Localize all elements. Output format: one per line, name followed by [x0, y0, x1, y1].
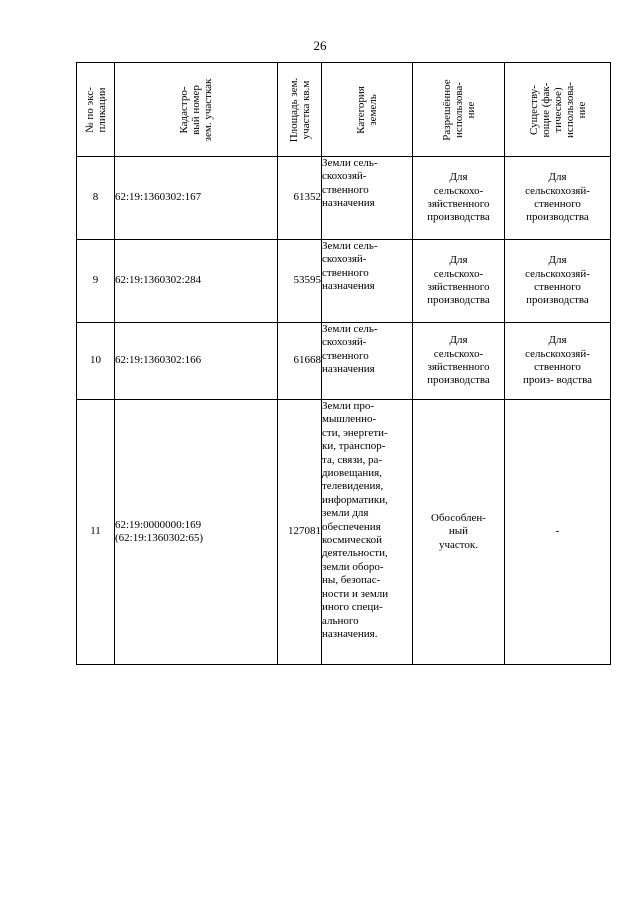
area-cell: 61668 [278, 323, 322, 400]
permitted-use-cell [413, 400, 505, 665]
cadastral-number-cell [115, 240, 278, 323]
header-label-line: земель [367, 93, 379, 126]
category-cell-line: ки, транспор- [322, 440, 386, 453]
table-row [77, 240, 611, 323]
header-label-line: использова- [452, 81, 465, 138]
permitted-use-cell-line: зяйственного [427, 361, 490, 373]
category-cell-line: назначения [322, 363, 375, 376]
category-cell-line: назначения. [322, 627, 378, 640]
category-cell-line: скохозяй- [322, 253, 367, 266]
permitted-use-cell-line: производства [427, 374, 490, 387]
category-cell-line: деятельности, [322, 547, 388, 560]
existing-use-cell-line: - [555, 525, 560, 538]
table-row [77, 400, 611, 665]
category-cell [322, 157, 413, 240]
cadastral-number-cell [115, 400, 278, 665]
category-cell-line: ны, безопас- [322, 574, 381, 587]
category-cell-line: информатики, [322, 493, 388, 506]
area-cell: 53595 [278, 240, 322, 323]
category-cell-line: обеспечения [322, 520, 381, 533]
permitted-use-cell [413, 157, 505, 240]
table-row [77, 323, 611, 400]
header-permitted-use [413, 63, 505, 157]
header-label-line: Разрешённое [440, 78, 453, 141]
header-label-line: ние [464, 101, 477, 118]
permitted-use-cell-line: Для [449, 334, 468, 347]
category-cell-line: земли для [322, 507, 369, 520]
table-header-row [77, 63, 611, 157]
category-cell-line: назначения [322, 197, 375, 210]
cadastral-number-cell-line: (62:19:1360302:65) [115, 532, 203, 544]
permitted-use-cell-line: сельскохо- [433, 347, 484, 360]
category-cell-line: космической [322, 534, 383, 547]
cadastral-number-cell-line: 62:19:1360302:166 [115, 354, 202, 367]
existing-use-cell-line: производства [526, 211, 589, 224]
land-plots-table [76, 62, 611, 665]
existing-use-cell-line: сельскохозяй- [525, 267, 590, 280]
category-cell [322, 400, 413, 665]
category-cell [322, 240, 413, 323]
category-cell-line: Земли про- [322, 400, 375, 412]
cadastral-number-cell-line: 62:19:1360302:167 [115, 191, 202, 204]
header-label-line: участка кв.м [299, 80, 312, 139]
permitted-use-cell-line: производства [427, 294, 490, 307]
header-area [278, 63, 322, 157]
category-cell-line: скохозяй- [322, 336, 367, 349]
category-cell-line: телевидения, [322, 480, 384, 493]
header-label-line: Существу- [527, 84, 540, 135]
header-label-line: Категория [355, 85, 367, 134]
header-cadastral-number [115, 63, 278, 157]
header-label-line: Площадь зем. [287, 77, 300, 142]
permitted-use-cell-line: ный [448, 525, 469, 538]
permitted-use-cell [413, 323, 505, 400]
area-cell: 61352 [278, 157, 322, 240]
header-label-line: зем. участкак [202, 78, 214, 141]
existing-use-cell [505, 157, 611, 240]
cadastral-number-cell [115, 323, 278, 400]
header-label-line: вый номер [190, 84, 202, 135]
permitted-use-cell-line: Для [449, 171, 468, 184]
header-label-line: пликации [95, 87, 108, 132]
permitted-use-cell-line: сельскохо- [433, 184, 484, 197]
table-row [77, 157, 611, 240]
cadastral-number-cell-line: 62:19:1360302:284 [115, 274, 202, 287]
category-cell-line: ственного [322, 266, 369, 279]
permitted-use-cell-line: Для [449, 254, 468, 267]
existing-use-cell [505, 323, 611, 400]
header-label-line: использова- [563, 81, 576, 138]
permitted-use-cell-line: зяйственного [427, 198, 490, 210]
header-category [322, 63, 413, 157]
existing-use-cell [505, 240, 611, 323]
category-cell-line: назначения [322, 280, 375, 293]
existing-use-cell-line: Для [548, 334, 567, 347]
existing-use-cell-line: ственного [534, 281, 581, 293]
category-cell-line: диовещания, [322, 467, 382, 480]
header-label-line: № по экс- [83, 86, 96, 133]
header-existing-use [505, 63, 611, 157]
existing-use-cell-line: ственного [534, 198, 581, 210]
exploitation-number-cell: 8 [77, 157, 115, 240]
category-cell-line: Земли сель- [322, 157, 378, 169]
existing-use-cell-line: Для [548, 171, 567, 184]
header-exploitation-number [77, 63, 115, 157]
category-cell-line: иного специ- [322, 601, 383, 614]
existing-use-cell-line: ственного [534, 361, 581, 373]
existing-use-cell-line: Для [548, 254, 567, 267]
existing-use-cell-line: сельскохозяй- [525, 347, 590, 360]
category-cell-line: ального [322, 614, 359, 627]
category-cell-line: Земли сель- [322, 323, 378, 335]
cadastral-number-cell-line: 62:19:0000000:169 [115, 518, 202, 531]
permitted-use-cell-line: Обособлен- [431, 511, 486, 524]
category-cell-line: та, связи, ра- [322, 453, 383, 466]
existing-use-cell-line: сельскохозяй- [525, 184, 590, 197]
permitted-use-cell-line: сельскохо- [433, 267, 484, 280]
category-cell [322, 323, 413, 400]
category-cell-line: мышленно- [322, 413, 377, 426]
permitted-use-cell-line: зяйственного [427, 281, 490, 293]
exploitation-number-cell: 9 [77, 240, 115, 323]
category-cell-line: ности и земли [322, 587, 389, 600]
existing-use-cell-line: произ- водства [522, 374, 593, 387]
permitted-use-cell [413, 240, 505, 323]
header-label-line: тическое) [551, 86, 564, 133]
header-label-line: ющие (фак- [539, 82, 552, 137]
category-cell-line: земли оборо- [322, 560, 384, 573]
permitted-use-cell-line: участок. [438, 538, 479, 551]
area-cell: 127081 [278, 400, 322, 665]
existing-use-cell-line: производства [526, 294, 589, 307]
category-cell-line: скохозяй- [322, 170, 367, 183]
category-cell-line: Земли сель- [322, 240, 378, 252]
cadastral-number-cell [115, 157, 278, 240]
exploitation-number-cell: 11 [77, 400, 115, 665]
category-cell-line: сти, энергети- [322, 426, 388, 439]
header-label-line: ние [575, 101, 588, 118]
existing-use-cell [505, 400, 611, 665]
category-cell-line: ственного [322, 349, 369, 362]
exploitation-number-cell: 10 [77, 323, 115, 400]
category-cell-line: ственного [322, 183, 369, 196]
permitted-use-cell-line: производства [427, 211, 490, 224]
page-number: 26 [313, 38, 327, 53]
header-label-line: Кадастро- [178, 85, 190, 134]
